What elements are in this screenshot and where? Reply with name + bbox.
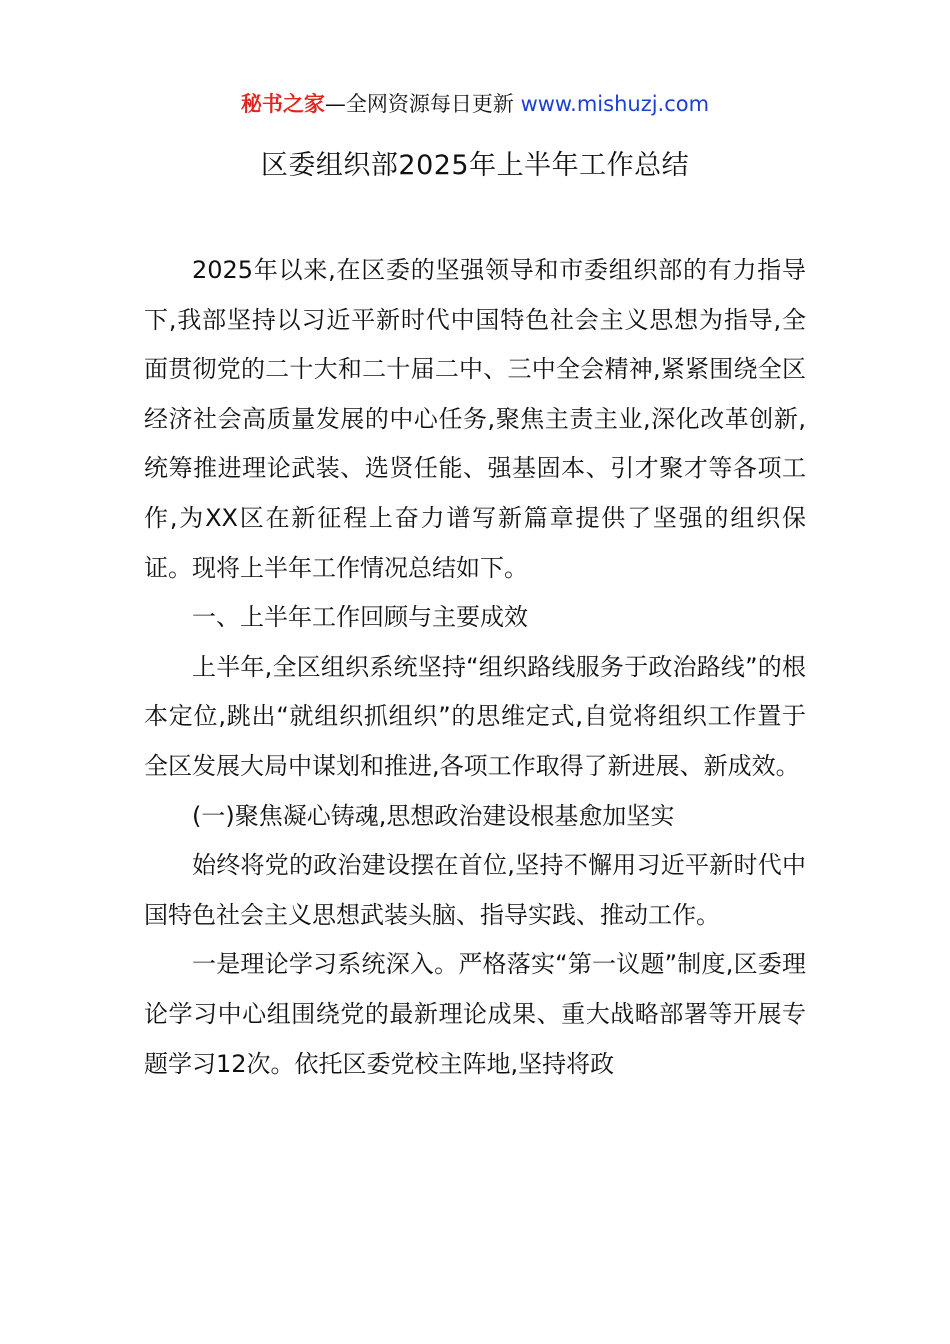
header-tagline: —全网资源每日更新 <box>324 92 521 116</box>
subsection-1-paragraph: 始终将党的政治建设摆在首位,坚持不懈用习近平新时代中国特色社会主义思想武装头脑、指导实践、推动工作。 <box>144 851 806 929</box>
document-body <box>144 246 806 1089</box>
intro-paragraph: 2025年以来,在区委的坚强领导和市委组织部的有力指导下,我部坚持以习近平新时代中国特色社会主义思想为指导,全面贯彻党的二十大和二十届二中、三中全会精神,紧紧围绕全区经济社会高质量发展的中心任务,聚焦主责主业,深化改革创新,统筹推进理论武装、选贤任能、强基固本、引才聚才等各项工作,为XX区在新征程上奋力谱写新篇章提供了坚强的组织保证。现将上半年工作情况总结如下。 <box>144 256 806 582</box>
item-1-paragraph: 一是理论学习系统深入。严格落实“第一议题”制度,区委理论学习中心组围绕党的最新理论成果、重大战略部署等开展专题学习12次。依托区委党校主阵地,坚持将政 <box>144 950 806 1078</box>
subsection-heading-1: (一)聚焦凝心铸魂,思想政治建设根基愈加坚实 <box>192 801 675 830</box>
site-url-link[interactable]: www.mishuzj.com <box>520 92 710 116</box>
section-heading-1: 一、上半年工作回顾与主要成效 <box>192 603 528 632</box>
brand-name: 秘书之家 <box>240 92 325 116</box>
site-header <box>0 88 950 120</box>
section-1-paragraph: 上半年,全区组织系统坚持“组织路线服务于政治路线”的根本定位,跳出“就组织抓组织”的思维定式,自觉将组织工作置于全区发展大局中谋划和推进,各项工作取得了新进展、新成效。 <box>144 652 806 780</box>
document-title: 区委组织部2025年上半年工作总结 <box>260 150 690 181</box>
